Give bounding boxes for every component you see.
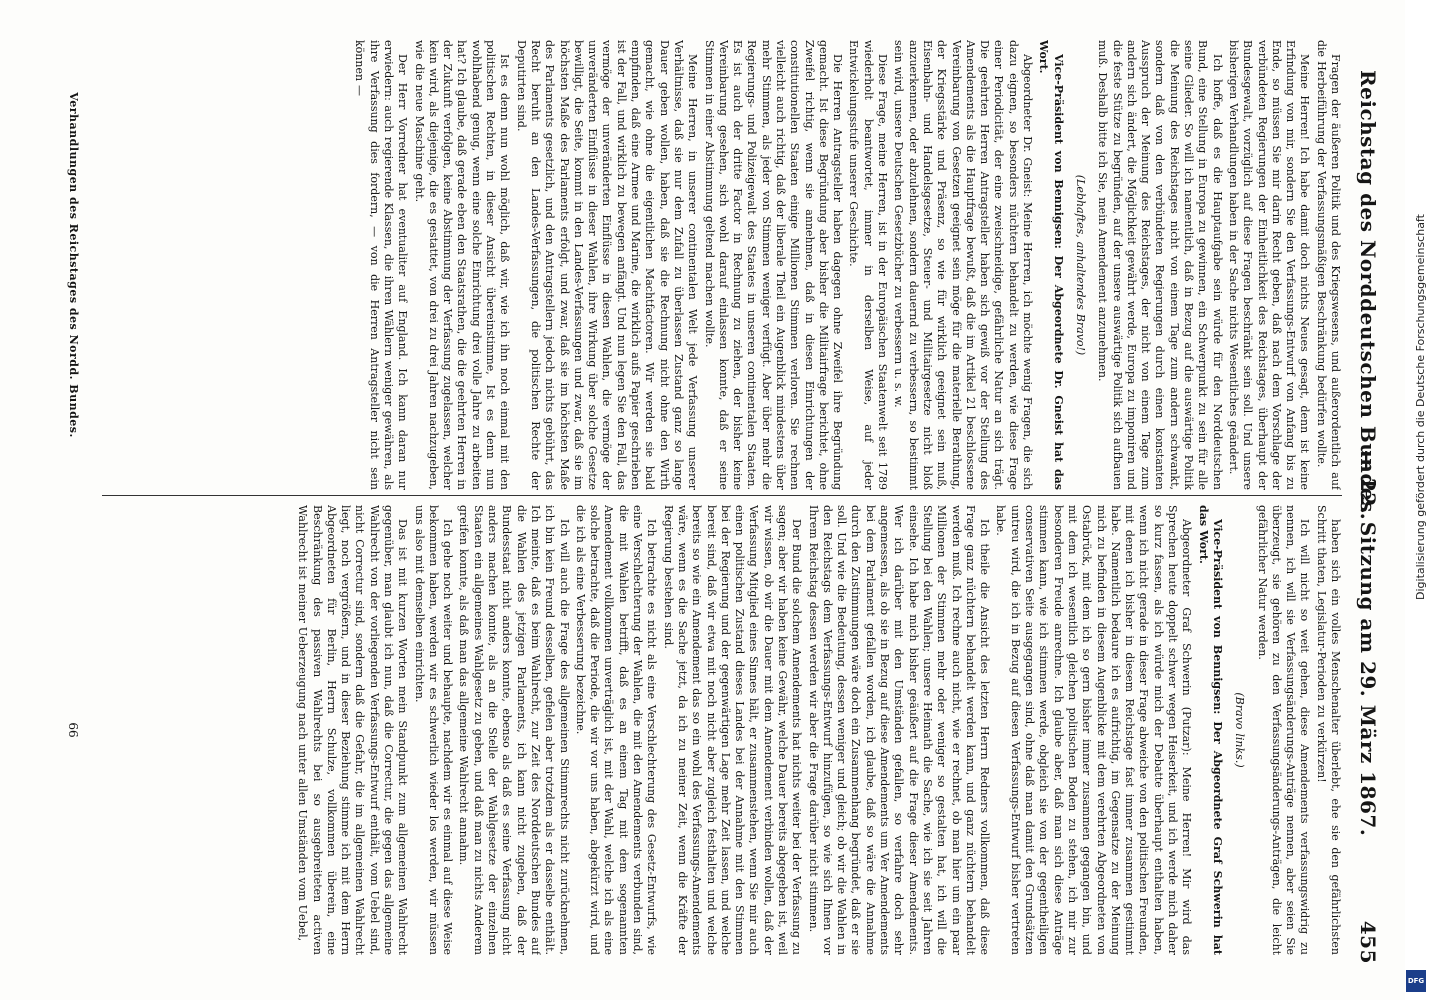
paragraph: haben sich ein volles Menschenalter überlebt, ehe sie den gefährlichsten Schritt thaten, Legislatur-Perioden zu verkürzen! — [1314, 505, 1342, 955]
running-header — [1352, 30, 1382, 974]
paragraph: Ich gehe noch weiter und behaupte, nachdem wir es einmal auf diese Weise bekommen haben, werden wir es schwerlich wieder los werden, wir müssen uns also mit demselben einrichten. — [412, 505, 455, 955]
speaker-intro: Vice-Präsident von Bennigsen: Der Abgeordnete Dr. Gneist hat das Wort. — [1037, 40, 1065, 490]
footer-publication: Verhandlungen des Reichstages des Nordd. Bundes. — [67, 92, 80, 438]
paragraph: Ich will auch die Frage des allgemeinen Stimmrechts nicht zurücknehmen, ich bin kein Freund desselben, gefielen aber trotzdem als er dasselbe enthält. Ich meinte, daß es beim Wahlrecht, zur Zeit des Norddeutschen Bundes auf die Wahlen des jetzigen Parlaments, ich kann nicht zugeben, daß der Bundesstaat nicht anders konnte, ebenso als daß es seine Verfassung nicht anders machen konnte, als an die Stelle der Wahlgesetze der einzelnen Staaten ein allgemeines Wahlgesetz zu geben, und daß man zu nichts Anderem greifen konnte, als daß man das allgemeine Wahlrecht annahm. — [457, 505, 571, 955]
footer-sheet-number: 66 — [66, 722, 80, 738]
left-column — [92, 40, 1342, 490]
header-publication-title: Reichstag des Norddeutschen Bundes. — [1356, 70, 1380, 521]
paragraph: Abgeordneter Dr. Gneist: Meine Herren, ich möchte wenig Fragen, die sich dazu eignen, so besonders nüchtern behandelt zu werden, wie diese Frage einer Periodicität, der eine zweischneidige, gefährliche Natur an sich trägt. Die geehrten Herren Antragsteller haben sich gewiß vor der Stellung des Amendements als die Hauptfrage bewußt, daß die im Artikel 21 beschlossene Vereinbarung von Gesetzen geeignet sein möge für die materielle Berathung, der Kriegsstärke und Präsenz, so wie für wirklich geeignet sein muß, Eisenbahn- und Handelsgesetze, Steuer- und Militairgesetze nicht bloß anzuerkennen, oder abzulehnen, sondern dauernd zu verbessern, so bestimmt sein wird, unsere Deutschen Gesetzbücher zu verbessern u. s. w. — [892, 40, 1035, 490]
paragraph: Der Bund die solchem Amendements hat nichts weiter bei der Verfassung zu sagen; aber wir haben keine Gewähr, welche Dauer bereits abgegeben ist, weil wir wissen, ob wir die Dauer mit dem Amendement verbinden wollen, daß der Verfassung Mitglied eines Sinnes hält, er zusammenstehen, wenn Sie mir auch einen politischen Zustand dieses Landes bei der Annahme mit den Stimmen bei der Regierung und der gegenwärtigen Lage mehr Zeit lassen, und welche bereit sind, daß wir etwa mit noch nicht aber zugleich festhalten und welche bereits so wie ein Amendement das so ein wohl des Verfassungs-Amendements wäre, wenn es die Sache jetzt, da ich zu meiner Zeit, wenn die Kräfte der Regierung bestehen sind. — [661, 505, 804, 955]
paragraph: Ich hoffe, daß es die Hauptaufgabe sein würde für den Norddeutschen Bund, eine Stellung in Europa zu gewinnen, ein Schwerpunkt zu sein für alle seine Glieder. So will ich namentlich, daß in Bezug auf die auswärtige Politik die Meinung des Reichstages nicht von einem Tage zum andern schwankt, sondern daß von den verbündeten Regierungen durch einen konstanten Ausspruch der Meinung des Reichstages, der nicht von einem Tage zum andern sich ändert, die Möglichkeit gewährt werde, Europa zu imponiren und die feste Stütze zu begründen, auf der unsere auswärtige Politik sich aufbauen muß. Deshalb bitte ich Sie, mein Amendement anzunehmen. — [1096, 40, 1224, 490]
paragraph: Fragen der äußeren Politik und des Kriegswesens, und außerordentlich auf die Herbeiführung der Verfassungsmäßigen Beschränkung bedürfen wollte. — [1314, 40, 1342, 490]
paragraph: Diese Frage, meine Herren, ist in der Europäischen Staatenwelt seit 1789 wiederholt beantwortet, immer in derselben Weise, auf jeder Entwickelungsstufe unserer Geschichte. — [847, 40, 890, 490]
dfg-logo-icon: DFG — [1406, 970, 1426, 992]
page-number: 455 — [1356, 920, 1380, 964]
paragraph: Ich betrachte es nicht als eine Verschlechterung des Gesetz-Entwurfs, wie eine Verschlechterung der Wahlen, die mit den Amendements verbunden sind, die mit Wahlen betrifft, daß es an einem Tag mit dem sogenannten Amendement vollkommen unverträglich ist, mit der Wahl, welche ich als eine solche betrachte, daß die Periode, die wir vor uns haben, abgekürzt wird, und die ich als eine Verbesserung bezeichne. — [573, 505, 659, 955]
paragraph: Der Herr Vorredner hat eventualiter auf England. Ich kann daran nur erwiedern: auch regierende Klassen, die ihren Wählern weniger gewähren, als ihre Verfassung dies fordern, — von die Herren Antragsteller nicht sein können — — [353, 40, 410, 490]
digitization-note: Digitalisierung gefördert durch die Deutsche Forschungsgemeinschaft — [1414, 214, 1427, 600]
speaker-intro: Vice-Präsident von Bennigsen: Der Abgeordnete Graf Schwerin hat das Wort. — [1196, 505, 1224, 955]
stage-direction: (Bravo links.) — [1233, 692, 1247, 768]
paragraph: Ich theile die Ansicht des letzten Herrn Redners vollkommen, daß diese Frage ganz nüchtern behandelt werden kann, und ganz nüchtern behandelt werden muß. Ich rechne auch nicht, wie er rechnet, ob man hier um ein paar Millionen der Stimmen mehr oder weniger so gestalten hat, ich will die Stellung bei den Wahlen; unsere Heimath die Sache, wie ich sie seit Jahren einsehe. Ich habe mich bisher geäußert auf die Frage dieser Amendements. Wer ich darüber mit den Umständen gefallen, so verfahre doch sehr angemessen, als ob sie in Bezug auf diese Amendements um Ver Amendements bei dem Parlament gefallen worden, ich glaube, daß so wäre die Annahme durch den Zustimmungen wäre doch ein Zusammenhang begründet, daß er sie soll. Und wie die Bedeutung, dessen weniger und gleich; ob wir die Wahlen in den Reichstags dem Verfassungs-Entwurf hinzufügen, so wie sich Ihnen vor Ihrem Reichstag dessen werden wir aber die Frage darüber nicht stimmen. — [806, 505, 992, 955]
paragraph: Ist es denn nun wohl möglich, daß wir, wie ich ihn noch einmal mit den politischen Rechten, in dieser Ansicht übereinstimme, Ist es denn nun wohlhabend genug, wenn eine solche Einrichtung drei volle Jahre zu arbeiten hat? Ich glaube, daß gerade eben den Staatsrathen, die die geehrten Herren in der Zukunft verfolgen, keine Abstimmung der Verfassung zugelassen, welcher kein wird, als diejenige, die es gestattet, von drei zu drei Jahren nachzugeben, wie die neue Maschine geht. — [412, 40, 512, 490]
paragraph: Das ist mit kurzen Worten mein Standpunkt zum allgemeinen Wahlrecht gegenüber, man glaubt ich nun, daß die Correctur, die gegen das allgemeine Wahlrecht von der vorliegenden Verfassungs-Entwurf enthält, vom Uebel sind, nicht Correctur sind, sondern daß die Gefahr, die im allgemeinen Wahlrecht liegt, noch vergrößern, und in dieser Beziehung stimme ich mit dem Herrn Abgeordneten für Berlin, Herrn Schulze, vollkommen überein, eine Beschränkung des passiven Wahlrechts bei so ausgebreiteten activen Wahlrecht ist meiner Ueberzeugung nach unter allen Umständen vom Uebel, — [296, 505, 410, 955]
paragraph: Meine Herren! Ich habe damit doch nichts Neues gesagt, denn ist keine Erfindung von mir, sondern Sie den Verfassungs-Entwurf von Anfang bis zu Ende, so müssen Sie mir darin Recht geben, daß nach dem Vorschlage der verbündeten Regierungen der Einheitlichkeit des Reichstages, überhaupt der Bundesgewalt, vorzüglich auf diese Fragen beschränkt sein soll. Und unsere bisherigen Verhandlungen haben in der Sache nichts Wesentliches geändert. — [1226, 40, 1312, 490]
paragraph: Meine Herren, in unserer continentalen Welt jede Verfassung unserer Verhältnisse, daß sie nur dem Zufall zu überlassen Zustand ganz so lange Dauer geben wollen, haben, daß sie die Rechnung nicht ohne den Wirth gemacht, wie ohne die eigentlichen Machtfactoren. Wir werden sie bald empfinden, daß eine Armee und Marine, die wirklich aufs Papier geschrieben ist der Fall, und wirklich zu bewegen anfängt. Und nun legen Sie den Fall, das vermöge der unveränderten Einflüsse in diesen Wahlen, die vermöge der unveränderten Einflüsse in dieser Wahlen, ihre Wirkung über solche Gesetze bewilligt, die Seite, kommt in den Landes-Verfassungen und zwar, daß sie im höchsten Maße des Parlaments erfolgt, und zwar, daß sie im höchsten Maße des Parlaments gesetzlich, und den Antragstellern jedoch nichts gebührt, das Recht beruht an den Landes-Verfassungen, die politischen Rechte der Deputirten sind. — [514, 40, 700, 490]
paragraph: Die Herren Antragsteller haben dagegen ohne Zweifel ihre Begründung gemacht. Ist diese Begründung aber bisher die Militairfrage berichtet, ohne Zweifel richtig, wenn sie annehmen, daß in diesen Einrichtungen der constitutionellen Staaten einige Millionen Stimmen verloren. Sie rechnen vielleicht auch richtig, daß der liberale Theil ein Augenblick mindestens über mehr Stimmen, als jeder von Stimmen weniger verfügt. Aber über mehr die Regierungs- und Polizeigewalt des Staates in unseren continentalen Staaten. Es ist auch der dritte Factor in Rechnung zu ziehen, der bisher keine Vereinbarung gesehen, sich wohl darauf einlassen konnte, daß er seine Stimmen in einer Abstimmung geltend machen wollte. — [702, 40, 845, 490]
paragraph: Abgeordneter Graf Schwerin (Putzar): Meine Herren! Mir wird das Sprechen heute doppelt schwer wegen Heiserkeit, und ich werde mich daher so kurz fassen, als ich würde mich der Debatte überhaupt enthalten haben, wenn ich nicht gerade in dieser Frage abweiche von den politischen Freunden, mit denen ich bisher in diesem Reichstage fast immer zusammen gestimmt habe. Namentlich bedaure ich es aufrichtig, im Gegensatze zu der Meinung mich zu befinden in diesem Augenblicke mit dem verehrten Abgeordneten von Ostabrück, mit dem ich so gern bisher immer zusammen gegangen bin, und mit dem ich wesentlich gleichen politischen Boden zu stehen, ich mir zur besonderen Freude anrechne. Ich glaube aber, daß man sich diese Anträge stimmen kann, wie ich stimmen werde, obgleich sie von der gegentheiligen conservativen Seite ausgegangen sind, ohne daß man damit den Grundsätzen untreu wird, die ich in Bezug auf diesen Verfassungs-Entwurf bisher vertreten habe. — [994, 505, 1194, 955]
header-session-date: — 22. Sitzung am 29. März 1867. — [1356, 450, 1380, 837]
stage-direction: (Lebhaftes, anhaltendes Bravo!) — [1073, 174, 1087, 356]
right-column — [92, 505, 1342, 955]
paragraph: Ich will nicht so weit gehen, diese Amendements verfassungswidrig zu nennen, ich will sie Verfassungsänderungs-Anträge nennen, aber seien Sie überzeugt, sie gehören zu den Verfassungsänderungs-Anträgen, die leicht gefährlicher Natur werden. — [1255, 505, 1312, 955]
column-divider — [102, 495, 1342, 496]
